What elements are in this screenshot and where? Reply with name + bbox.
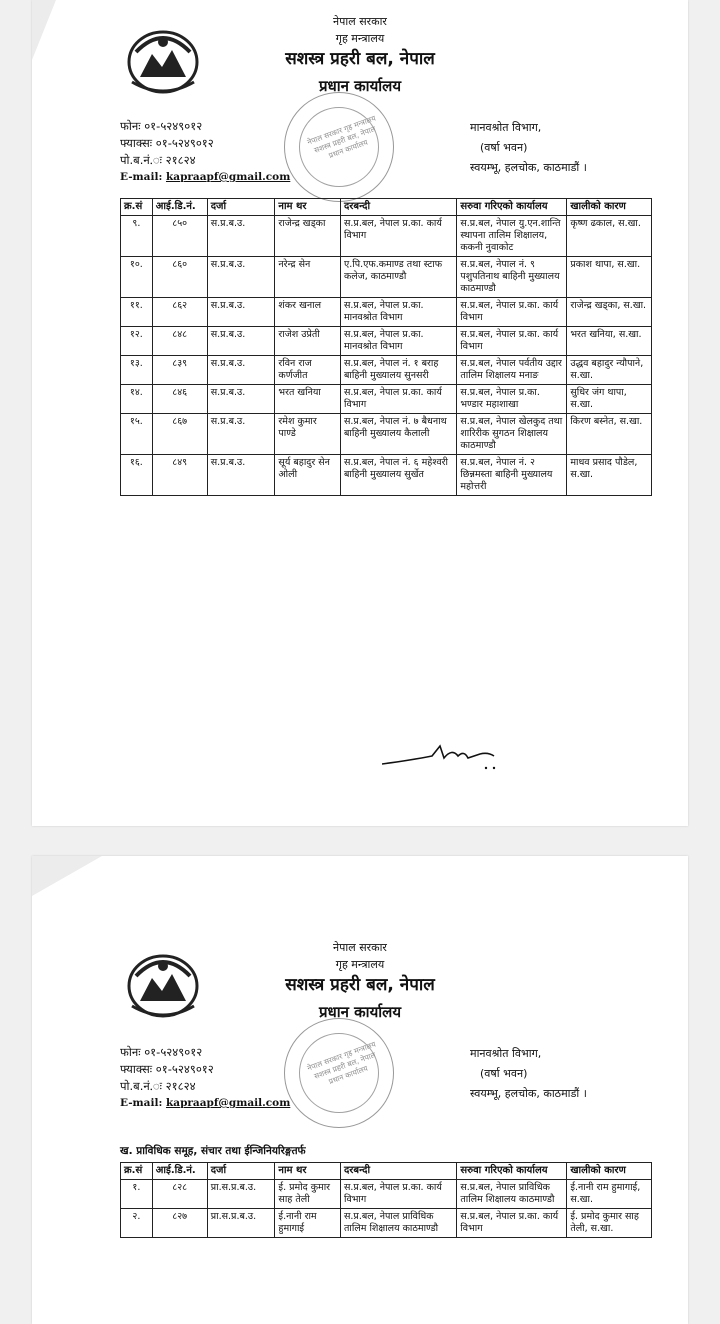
- column-header: आई.डि.नं.: [152, 199, 207, 216]
- email-line: [120, 1095, 290, 1112]
- table-cell: रविन राज कर्णजीत: [275, 356, 341, 385]
- table-row: [121, 327, 652, 356]
- section-heading: ख. प्राविधिक समूह, संचार तथा ईन्जिनियरिङ्गतर्फ: [120, 1145, 306, 1157]
- table-cell: माधव प्रसाद पौडेल, स.खा.: [567, 455, 652, 496]
- ministry-name: गृह मन्त्रालय: [335, 957, 385, 971]
- org-name: सशस्त्र प्रहरी बल, नेपाल: [285, 49, 435, 69]
- table-cell: स.प्र.बल, नेपाल प्राविधिक तालिम शिक्षालय काठमाण्डौ: [340, 1209, 456, 1238]
- table-cell: ८४९: [152, 455, 207, 496]
- table-cell: सूर्य बहादुर सेन ओली: [275, 455, 341, 496]
- table-cell: ८४६: [152, 385, 207, 414]
- table-cell: स.प्र.बल, नेपाल प्र.का. कार्य विभाग: [340, 385, 456, 414]
- column-header: दरबन्दी: [340, 1163, 456, 1180]
- table-cell: स.प्र.बल, नेपाल प्र.का. भण्डार महाशाखा: [457, 385, 567, 414]
- table-cell: स.प्र.बल, नेपाल नं. २ छिन्नमस्ता बाहिनी मुख्यालय महोत्तरी: [457, 455, 567, 496]
- table-row: [121, 1180, 652, 1209]
- table-cell: ई. प्रमोद कुमार साह तेली, स.खा.: [567, 1209, 652, 1238]
- table-cell: ई.नानी राम हुमागाई, स.खा.: [567, 1180, 652, 1209]
- table-cell: प्रकाश थापा, स.खा.: [567, 257, 652, 298]
- table-cell: स.प्र.बल, नेपाल प्र.का. कार्य विभाग: [340, 1180, 456, 1209]
- table-cell: भरत खनिया: [275, 385, 341, 414]
- table-cell: सुधिर जंग थापा, स.खा.: [567, 385, 652, 414]
- table-cell: ९.: [121, 216, 153, 257]
- fax: फ्याक्सः ०१-५२४९०१२: [120, 1062, 214, 1076]
- stamp-text: नेपाल सरकार गृह मन्त्रालय सशस्त्र प्रहरी बल, नेपाल प्रधान कार्यालय: [305, 113, 377, 161]
- table-row: [121, 356, 652, 385]
- column-header: क्र.सं: [121, 1163, 153, 1180]
- email-line: [120, 169, 290, 186]
- table-cell: ई. प्रमोद कुमार साह तेली: [275, 1180, 341, 1209]
- gov-name: नेपाल सरकार: [333, 15, 387, 28]
- table-header-row: [121, 199, 652, 216]
- table-cell: राजेश उप्रेती: [275, 327, 341, 356]
- email-link[interactable]: kapraapf@gmail.com: [165, 171, 291, 183]
- table-cell: स.प्र.बल, नेपाल नं. १ बराह बाहिनी मुख्यालय सुनसरी: [340, 356, 456, 385]
- office-stamp: [284, 1018, 394, 1128]
- contact-block: [120, 118, 290, 186]
- table-cell: स.प्र.ब.उ.: [207, 455, 275, 496]
- table-cell: १३.: [121, 356, 153, 385]
- table-cell: स.प्र.बल, नेपाल यु.एन.शान्ति स्थापना तालिम शिक्षालय, ककनी नुवाकोट: [457, 216, 567, 257]
- email-link[interactable]: kapraapf@gmail.com: [165, 1097, 291, 1109]
- column-header: खालीको कारण: [567, 1163, 652, 1180]
- table-row: [121, 385, 652, 414]
- address: स्वयम्भू, हलचोक, काठमाडौं ।: [470, 161, 587, 174]
- table-cell: स.प्र.बल, नेपाल प्र.का. कार्य विभाग: [340, 216, 456, 257]
- table-row: [121, 1209, 652, 1238]
- table-cell: स.प्र.ब.उ.: [207, 356, 275, 385]
- column-header: दरबन्दी: [340, 199, 456, 216]
- stamp-text: नेपाल सरकार गृह मन्त्रालय सशस्त्र प्रहरी बल, नेपाल प्रधान कार्यालय: [305, 1039, 377, 1087]
- office-name: प्रधान कार्यालय: [318, 76, 402, 95]
- email-label: E-mail:: [120, 1097, 163, 1109]
- table-cell: स.प्र.बल, नेपाल प्र.का. कार्य विभाग: [457, 327, 567, 356]
- table-row: [121, 216, 652, 257]
- table-cell: स.प्र.बल, नेपाल प्राविधिक तालिम शिक्षालय काठमाण्डौ: [457, 1180, 567, 1209]
- address-block: [470, 1044, 587, 1104]
- table-cell: ११.: [121, 298, 153, 327]
- gov-name: नेपाल सरकार: [333, 941, 387, 954]
- table-cell: ८२७: [152, 1209, 207, 1238]
- office-stamp: [284, 92, 394, 202]
- transfer-table-1: [120, 198, 652, 496]
- phone: फोनः ०१-५२४९०१२: [120, 1045, 203, 1059]
- table-cell: स.प्र.बल, नेपाल प्र.का. मानवश्रोत विभाग: [340, 327, 456, 356]
- phone: फोनः ०१-५२४९०१२: [120, 119, 203, 133]
- table-cell: प्रा.स.प्र.ब.उ.: [207, 1209, 275, 1238]
- table-cell: १६.: [121, 455, 153, 496]
- table-cell: स.प्र.बल, नेपाल प्र.का. कार्य विभाग: [457, 298, 567, 327]
- table-cell: शंकर खनाल: [275, 298, 341, 327]
- table-cell: भरत खनिया, स.खा.: [567, 327, 652, 356]
- table-cell: स.प्र.बल, नेपाल नं. ७ बैधनाथ बाहिनी मुख्यालय कैलाली: [340, 414, 456, 455]
- contact-block: [120, 1044, 290, 1112]
- building: (वर्षा भवन): [480, 141, 528, 154]
- column-header: नाम थर: [275, 199, 341, 216]
- letterhead: [210, 940, 510, 1023]
- column-header: नाम थर: [275, 1163, 341, 1180]
- column-header: आई.डि.नं.: [152, 1163, 207, 1180]
- table-cell: स.प्र.ब.उ.: [207, 257, 275, 298]
- table-cell: स.प्र.ब.उ.: [207, 216, 275, 257]
- building: (वर्षा भवन): [480, 1067, 528, 1080]
- dept: मानवश्रोत विभाग,: [470, 1047, 542, 1060]
- fax: फ्याक्सः ०१-५२४९०१२: [120, 136, 214, 150]
- table-cell: स.प्र.बल, नेपाल प्र.का. कार्य विभाग: [457, 1209, 567, 1238]
- page-fold: [32, 0, 56, 60]
- dept: मानवश्रोत विभाग,: [470, 121, 542, 134]
- table-cell: ए.पि.एफ.कमाण्ड तथा स्टाफ कलेज, काठमाण्डौ: [340, 257, 456, 298]
- email-label: E-mail:: [120, 171, 163, 183]
- table-cell: स.प्र.बल, नेपाल नं. ९ पशुपतिनाथ बाहिनी मुख्यालय काठमाण्डौ: [457, 257, 567, 298]
- table-row: [121, 298, 652, 327]
- table-cell: स.प्र.बल, नेपाल खेलकुद तथा शारिरीक सुगठन शिक्षालय काठमाण्डौ: [457, 414, 567, 455]
- column-header: खालीको कारण: [567, 199, 652, 216]
- table-cell: ८५०: [152, 216, 207, 257]
- table-cell: स.प्र.ब.उ.: [207, 414, 275, 455]
- document-page-1: [32, 0, 688, 826]
- table-cell: उद्धव बहादुर न्यौपाने, स.खा.: [567, 356, 652, 385]
- transfer-table-2: [120, 1162, 652, 1238]
- nepal-emblem-icon: [122, 946, 204, 1024]
- table-cell: प्रा.स.प्र.ब.उ.: [207, 1180, 275, 1209]
- column-header: सरुवा गरिएको कार्यालय: [457, 1163, 567, 1180]
- table-cell: स.प्र.बल, नेपाल पर्वतीय उद्दार तालिम शिक्षालय मनाङ: [457, 356, 567, 385]
- org-name: सशस्त्र प्रहरी बल, नेपाल: [285, 975, 435, 995]
- column-header: दर्जा: [207, 199, 275, 216]
- table-cell: स.प्र.ब.उ.: [207, 298, 275, 327]
- address-block: [470, 118, 587, 178]
- table-row: [121, 455, 652, 496]
- office-name: प्रधान कार्यालय: [318, 1002, 402, 1021]
- table-cell: १४.: [121, 385, 153, 414]
- column-header: क्र.सं: [121, 199, 153, 216]
- table-header-row: [121, 1163, 652, 1180]
- table-cell: स.प्र.बल, नेपाल नं. ६ महेश्वरी बाहिनी मुख्यालय सुर्खेत: [340, 455, 456, 496]
- table-cell: कृष्ण ढकाल, स.खा.: [567, 216, 652, 257]
- pobox: पो.ब.नं.ः २१८२४: [120, 1079, 196, 1093]
- ministry-name: गृह मन्त्रालय: [335, 31, 385, 45]
- table-cell: स.प्र.बल, नेपाल प्र.का. मानवश्रोत विभाग: [340, 298, 456, 327]
- table-cell: रमेश कुमार पाण्डे: [275, 414, 341, 455]
- pobox: पो.ब.नं.ः २१८२४: [120, 153, 196, 167]
- table-cell: ८६२: [152, 298, 207, 327]
- nepal-emblem-icon: [122, 22, 204, 100]
- table-cell: राजेन्द्र खड्का: [275, 216, 341, 257]
- address: स्वयम्भू, हलचोक, काठमाडौं ।: [470, 1087, 587, 1100]
- table-cell: स.प्र.ब.उ.: [207, 327, 275, 356]
- table-cell: ८६७: [152, 414, 207, 455]
- table-cell: १०.: [121, 257, 153, 298]
- column-header: दर्जा: [207, 1163, 275, 1180]
- table-cell: १५.: [121, 414, 153, 455]
- table-cell: १२.: [121, 327, 153, 356]
- table-cell: २.: [121, 1209, 153, 1238]
- column-header: सरुवा गरिएको कार्यालय: [457, 199, 567, 216]
- signature: [382, 738, 522, 778]
- table-cell: ८६०: [152, 257, 207, 298]
- table-row: [121, 414, 652, 455]
- letterhead: [210, 14, 510, 97]
- table-cell: ८४८: [152, 327, 207, 356]
- table-cell: किरण बस्नेत, स.खा.: [567, 414, 652, 455]
- table-cell: ८३९: [152, 356, 207, 385]
- table-cell: १.: [121, 1180, 153, 1209]
- table-cell: राजेन्द्र खड्का, स.खा.: [567, 298, 652, 327]
- document-page-2: [32, 856, 688, 1324]
- page-fold: [32, 856, 102, 896]
- table-cell: स.प्र.ब.उ.: [207, 385, 275, 414]
- table-cell: ई.नानी राम हुमागाई: [275, 1209, 341, 1238]
- table-cell: नरेन्द्र सेन: [275, 257, 341, 298]
- table-cell: ८२८: [152, 1180, 207, 1209]
- table-row: [121, 257, 652, 298]
